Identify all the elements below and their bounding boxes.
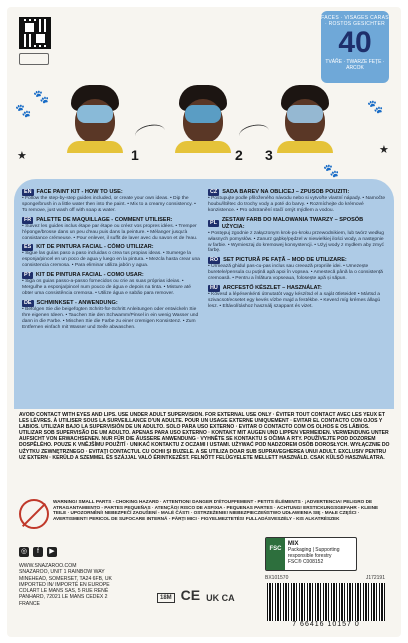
- instruction-section: [208, 285, 386, 310]
- section-title: ZESTAW FARB DO MALOWANIA TWARZY – SPOSÓB UŻYCIA:: [221, 216, 364, 230]
- age-symbol: 18M: [157, 593, 175, 603]
- language-code: CZ: [210, 189, 218, 195]
- website-link[interactable]: WWW.SNAZAROO.COM: [19, 563, 77, 569]
- package-back: [7, 7, 401, 637]
- address-line: PANHARD, 72021 LE MANS CEDEX 2: [19, 594, 108, 601]
- youtube-icon: ▶: [47, 547, 57, 557]
- face-count-badge: [321, 11, 389, 83]
- compliance-symbols: [157, 587, 235, 603]
- face-step-2: [175, 85, 231, 151]
- social-icons: [19, 547, 57, 557]
- instructions-right-column: [208, 189, 386, 405]
- address-line: MINEHEAD, SOMERSET, TA24 6FB, UK: [19, 575, 112, 582]
- product-code-left: BX101570: [265, 575, 289, 581]
- arrow-icon: [238, 122, 271, 144]
- language-code: DE: [24, 299, 32, 306]
- language-code: PL: [210, 220, 217, 227]
- step-illustrations: [7, 85, 401, 178]
- ce-mark: CE: [180, 587, 201, 603]
- step-number: 3: [265, 147, 273, 163]
- choking-warning-box: [19, 499, 391, 529]
- paw-icon: 🐾: [367, 99, 384, 114]
- fsc-logo: FSC: [266, 538, 285, 570]
- product-code-right: J172191: [365, 575, 385, 581]
- fsc-mix-label: [265, 537, 357, 571]
- instruction-section: [22, 272, 200, 297]
- address-line: IMPORTED IN/ IMPORTÉ EN EUROPE: [19, 581, 110, 588]
- instruction-section: [208, 217, 386, 255]
- safety-warning: AVOID CONTACT WITH EYES AND LIPS. USE UNDER ADULT SUPERVISION. FOR EXTERNAL USE ONLY · ÉVITER TOUT CONTACT AVEC LES YEUX ET LES LÈVRES. À UTILISER SOUS LA SURVEILLANCE D'UN ADULTE. POUR UN USAGE EXTERNE UNIQUEMENT · EVITAR EL CONTACTO CON OJOS Y LABIOS. UTILIZAR BAJO LA SUPERVISIÓN DE UN ADULTO. SOLO PARA USO EXTERNO · EVITAR O CONTACTO COM OS OLHOS E OS LÁBIOS. UTILIZAR SOB SUPERVISÃO DE UM ADULTO. APENAS PARA USO EXTERNO · KONTAKT MIT AUGEN UND LIPPEN VERMEIDEN. VERWENDUNG UNTER AUFSICHT VON ERWACHSENEN. NUR FÜR DIE ÄUSSERE ANWENDUNG · VYHNĚTE SE KONTAKTU S OČIMA A RTY. POUŽÍVEJTE POD DOZOREM DOSPĚLÉHO. POUZE K VNĚJŠÍMU POUŽITÍ · UNIKAĆ KONTAKTU Z OCZAMI I USTAMI. UŻYWAĆ POD NADZOREM OSÓB DOROSŁYCH. WYŁĄCZNIE DO UŻYTKU ZEWNĘTRZNEGO · EVITAȚI CONTACTUL CU OCHII ȘI BUZELE. A SE UTILIZA DOAR SUB SUPRAVEGHEREA UNUI ADULT. EXCLUSIV PENTRU UZ EXTERN · KERÜLD A SZEMMEL ÉS SZÁJJAL VALÓ ÉRINTKEZÉST. FELNŐTT FELÜGYELETE MELLETT HASZNÁLD. CSAK KÜLSŐ HASZNÁLATRA.: [19, 412, 390, 461]
- language-code: PT: [24, 272, 31, 279]
- section-title: SADA BAREV NA OBLIČEJ – ZPŮSOB POUŽITÍ:: [222, 189, 350, 195]
- instruction-section: [22, 244, 200, 269]
- paw-icon: 🐾: [15, 103, 32, 118]
- section-body: • Befolgen Sie die beigefügten Schritt-für-Schritt Anleitungen oder entwickeln Sie Ihre eigenen Ideen. • Tauchen Sie den Schwamm/Pinsel in ein wenig Wasser und dann in die Farbe. • Mischen Sie die Farbe zu einer cremigen Konsistenz. • Zum Entfernen einfach mit Wasser und Seife abwaschen.: [22, 306, 199, 330]
- language-code: ES: [24, 244, 32, 251]
- face-step-1: [67, 85, 123, 151]
- count-number: 40: [338, 26, 372, 59]
- age-warning-icon: [19, 499, 49, 529]
- count-caption-bottom: TVÁŘE · TWARZE FEȚE · ARCOK: [325, 59, 385, 71]
- section-body: • Siga os guias passo-a-passo fornecidos ou crie as suas próprias ideias. • Mergulhe a esponja/pincel num pouco de água e depois na tinta. • Misture até obter uma consistência cremosa. • Utilize água e sabão para remover.: [22, 279, 191, 296]
- mix-sub: Packaging | Supporting responsible forestry: [287, 547, 340, 559]
- section-title: KIT DE PINTURA FACIAL - COMO USAR:: [35, 272, 144, 279]
- address-line: COLART LE MANS SAS, 5 RUE RENÉ: [19, 588, 109, 595]
- facebook-icon: f: [33, 547, 43, 557]
- face-step-3: [277, 85, 333, 151]
- instagram-icon: ◎: [20, 548, 28, 555]
- choking-warning: WARNING! SMALL PARTS - CHOKING HAZARD · ATTENTION! DANGER D'ÉTOUFFEMENT - PETITS ÉLÉMENTS · ¡ADVERTENCIA! PELIGRO DE ATRAGANTAMIENTO - PARTES PEQUEÑAS · ATENÇÃO! RISCO DE ASFIXIA - PEQUENAS PARTES · ACHTUNG! ERSTICKUNGSGEFAHR - KLEINE TEILE · UPOZORNĚNÍ! NEBEZPEČÍ ZADUŠENÍ - MALÉ ČÁSTI · OSTRZEŻENIE! NIEBEZPIECZEŃSTWO UDŁAWIENIA SIĘ - MAŁE CZĘŚCI · AVERTISMENT! PERICOL DE SUFOCARE INTERNĂ - PĂRȚI MICI · FIGYELMEZTETÉS! FULLADÁSVESZÉLY - KIS ALKATRÉSZEK: [53, 499, 379, 521]
- section-title: PALETTE DE MAQUILLAGE - COMMENT UTILISER:: [36, 216, 173, 223]
- arrow-icon: [134, 122, 167, 144]
- qr-code: [19, 17, 51, 49]
- instruction-section: [22, 300, 200, 331]
- star-icon: ★: [17, 150, 27, 162]
- fsc-code: FSC® C008152: [287, 559, 324, 565]
- section-title: SCHMINKSET - ANWENDUNG:: [36, 299, 118, 306]
- count-caption-top: FACES · VISAGES CARAS · ROSTOS GESICHTER: [321, 15, 389, 27]
- address-line: SNAZAROO, UNIT 1 RAINBOW WAY: [19, 569, 105, 576]
- section-title: KIT DE PINTURA FACIAL - CÓMO UTILIZAR:: [36, 244, 154, 251]
- instructions-panel: [14, 179, 394, 409]
- section-body: • Kövesd a lépésenkénti útmutatót vagy készítsd el a saját ötleteidet! • Mártsd a szivacsot/ecsetet egy kevés vízbe majd a festékbe. • Keverd míg krémes állagú lesz. • Eltávolításhoz használj szappant és vizet.: [208, 292, 381, 309]
- section-body: • Follow the step-by-step guides included, or create your own ideas. • Dip the sponge/brush in a little water then into the paint. • Mix to a creamy consistency. • To remove, just wash off with soap & water.: [22, 196, 196, 213]
- company-address: [19, 563, 159, 607]
- language-code: HU: [210, 285, 218, 292]
- step-number: 1: [131, 147, 139, 163]
- instruction-section: [208, 189, 386, 214]
- paw-icon: 🐾: [323, 163, 340, 178]
- certification-badge: [19, 53, 49, 65]
- ukca-mark: UK CA: [206, 593, 235, 603]
- section-title: SET PICTURĂ PE FAȚĂ – MOD DE UTILIZARE:: [223, 257, 347, 264]
- instruction-section: [208, 257, 386, 282]
- section-title: ARCFESTŐ KÉSZLET – HASZNÁLAT:: [222, 285, 322, 292]
- language-code: RO: [210, 257, 219, 264]
- star-icon: ★: [379, 144, 389, 156]
- section-body: • Urmează ghidul pas-cu-pas inclus sau creează propriile idei. • Umezește buretele/pensula cu puțină apă apoi în vopsea. • Amestecă până la o consistență cremoasă. • Pentru a înlătura vopseaua, folosește apă și săpun.: [208, 264, 383, 282]
- instructions-left-column: [22, 189, 200, 405]
- language-code: FR: [24, 216, 32, 223]
- section-body: • Postępuj zgodnie z załączonym krok-po-kroku przewodnikiem, lub twórz według własnych pomysłów. • Zanurz gąbkę/pędzel w niewielkiej ilości wody, a następnie w farbie. • Wymieszaj do kremowej konsystencji. • Użyj wody z mydłem aby zmyć farbę.: [208, 230, 384, 254]
- section-body: • Suivez les guides inclus étape par étape ou créez vos propres idées. • Tremper l'éponge/brosse dans un peu d'eau puis dans la peinture. • Mélanger jusqu'à consistance crémeuse. • Pour enlever, il suffit de laver avec du savon et de l'eau.: [22, 223, 198, 241]
- address-line: FRANCE: [19, 600, 40, 607]
- barcode: [267, 583, 385, 621]
- barcode-number: 7 66416 10157 0: [292, 621, 360, 628]
- mix-label: MIX: [287, 541, 299, 547]
- instruction-section: [22, 217, 200, 242]
- instruction-section: [22, 189, 200, 214]
- section-title: FACE PAINT KIT - HOW TO USE:: [36, 189, 123, 195]
- language-code: EN: [24, 189, 32, 195]
- step-number: 2: [235, 147, 243, 163]
- section-body: • Postupujte podle přiloženého návodu nebo si vytvořte vlastní nápady. • Namočte houbu/štětec do trochy vody a poté do barvy. • Rozmíchejte do krémové konzistence. • Pro odstranění stačí omýt mýdlem a vodou.: [208, 196, 386, 213]
- product-codes: [265, 575, 385, 581]
- paw-icon: 🐾: [33, 89, 50, 104]
- section-body: • Sigue las guías paso a paso incluidas o crea tus propias ideas. • Sumerge la esponja/pincel en un poco de agua y luego en la pintura. • Mezcla hasta crear una consistencia cremosa. • Para eliminar utiliza jabón y agua.: [22, 251, 200, 269]
